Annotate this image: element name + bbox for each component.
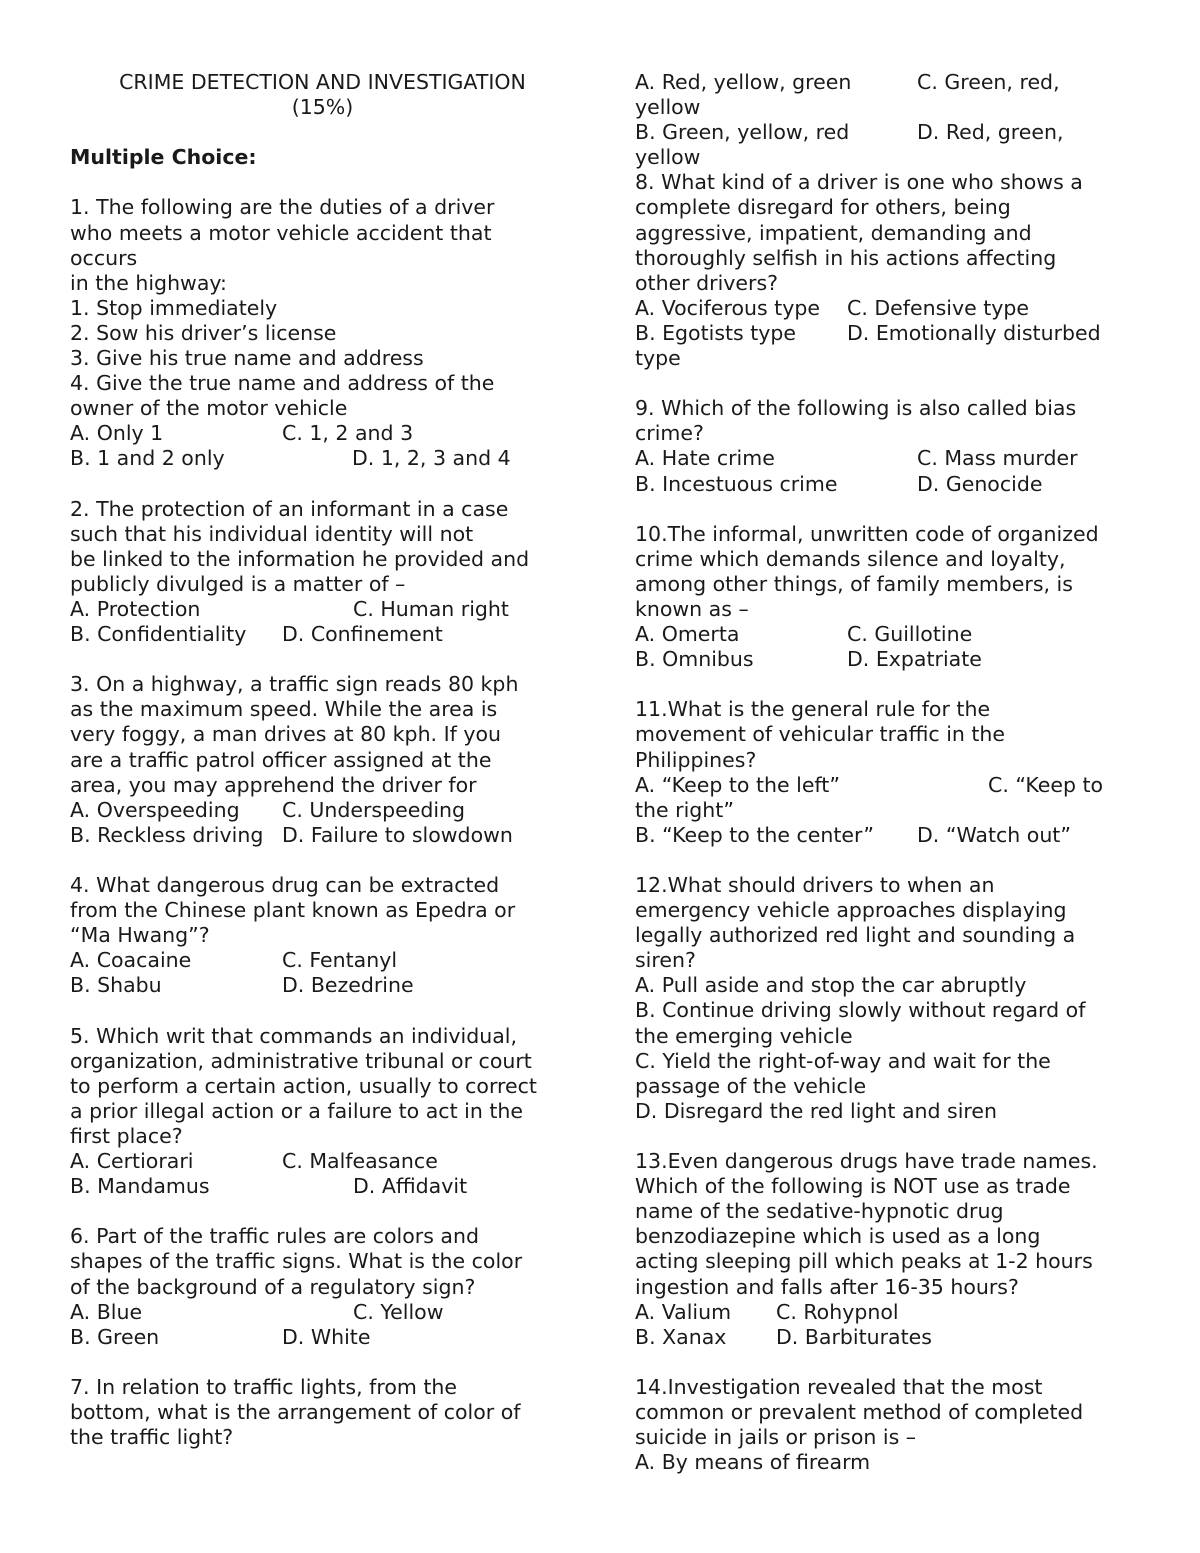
question-text-line: 6. Part of the traffic rules are colors and [70,1224,479,1249]
question-11 [635,697,1140,848]
question-text-line: among other things, of family members, is [635,571,1073,596]
choice-wrap: passage of the vehicle [635,1073,867,1098]
choice-c: C. Underspeeding [282,797,466,822]
choice-d: D. 1, 2, 3 and 4 [352,446,511,471]
question-text-line: 1. The following are the duties of a driver [70,195,495,220]
choice-c: C. Mass murder [917,446,1078,471]
question-text-line: such that his individual identity will not [70,521,474,546]
choice-b: B. Omnibus [635,647,754,672]
question-4 [70,873,575,998]
question-text-line: are a traffic patrol officer assigned at the [70,747,492,772]
choice-c: C. “Keep to [988,772,1104,797]
choice-b: B. Reckless driving [70,822,264,847]
question-text-line: occurs [70,245,138,270]
question-text-line: as the maximum speed. While the area is [70,697,498,722]
question-text-line: bottom, what is the arrangement of color of [70,1399,521,1424]
question-text-line: thoroughly selfish in his actions affecting [635,245,1057,270]
choice-a: A. By means of firearm [635,1450,871,1475]
question-text-line: organization, administrative tribunal or court [70,1048,532,1073]
question-text-line: in the highway: [70,270,227,295]
choice-c: C. Human right [353,596,509,621]
question-text-line: 13.Even dangerous drugs have trade names. [635,1149,1098,1174]
choice-c: C. Defensive type [847,295,1029,320]
choice-b: B. Xanax [635,1324,727,1349]
choice-d: D. Failure to slowdown [282,822,513,847]
choice-b: B. Egotists type [635,320,797,345]
question-7-choices [635,70,1140,170]
choice-d: D. White [282,1324,371,1349]
choice-d: D. Emotionally disturbed [847,320,1101,345]
choice-d: D. Disregard the red light and siren [635,1098,998,1123]
question-2 [70,497,575,648]
question-text-line: 2. The protection of an informant in a case [70,496,509,521]
choice-c: C. Yield the right-of-way and wait for the [635,1048,1051,1073]
choice-d: D. Expatriate [847,647,982,672]
question-text-line: common or prevalent method of completed [635,1399,1084,1424]
question-text-line: “Ma Hwang”? [70,923,210,948]
question-text-line: known as – [635,596,749,621]
question-5 [70,1024,575,1200]
question-text-line: who meets a motor vehicle accident that [70,220,492,245]
question-text-line: shapes of the traffic signs. What is the color [70,1249,523,1274]
question-12 [635,873,1140,1124]
question-text-line: the traffic light? [70,1425,234,1450]
question-14 [635,1375,1140,1475]
question-text-line: 14.Investigation revealed that the most [635,1374,1043,1399]
choice-b: B. Green [70,1324,160,1349]
question-text-line: movement of vehicular traffic in the [635,722,1006,747]
question-7-stem [70,1375,575,1450]
question-text-line: 12.What should drivers to when an [635,873,995,897]
question-10 [635,522,1140,673]
question-1 [70,195,575,471]
question-text-line: complete disregard for others, being [635,195,1011,220]
choice-c: C. Green, red, [917,70,1060,94]
choice-a: A. Coacaine [70,948,192,973]
question-text-line: be linked to the information he provided and [70,546,530,571]
choice-b: B. Continue driving slowly without regard of [635,998,1086,1023]
choice-a: A. Pull aside and stop the car abruptly [635,973,1027,998]
choice-a: A. Valium [635,1299,732,1324]
question-text-line: 4. Give the true name and address of the [70,371,495,396]
question-text-line: acting sleeping pill which peaks at 1-2 hours [635,1249,1093,1274]
choice-d: D. Barbiturates [776,1324,932,1349]
question-text-line: 8. What kind of a driver is one who shows a [635,170,1083,195]
choice-d: D. Confinement [282,622,443,647]
choice-a: A. “Keep to the left” [635,772,840,797]
question-text-line: 3. Give his true name and address [70,346,424,371]
choice-a: A. Vociferous type [635,295,820,320]
question-text-line: 9. Which of the following is also called bias [635,396,1077,421]
choice-a: A. Only 1 [70,421,164,446]
choice-d: D. Affidavit [353,1174,468,1199]
choice-a: A. Hate crime [635,446,775,471]
question-text-line: from the Chinese plant known as Epedra or [70,898,516,923]
question-8 [635,170,1140,371]
choice-a: A. Certiorari [70,1149,194,1174]
question-text-line: legally authorized red light and sounding a [635,923,1076,948]
left-column [70,70,575,1450]
choice-b: B. Confidentiality [70,622,247,647]
question-text-line: 3. On a highway, a traffic sign reads 80 kph [70,672,519,697]
choice-wrap: type [635,346,681,371]
right-column [635,70,1140,1475]
question-text-line: name of the sedative-hypnotic drug [635,1199,1004,1224]
question-text-line: a prior illegal action or a failure to act in the [70,1098,523,1123]
choice-a: A. Protection [70,596,201,621]
question-text-line: 5. Which writ that commands an individual, [70,1023,517,1048]
choice-a: A. Omerta [635,622,740,647]
choice-c: C. Rohypnol [776,1299,899,1324]
choice-d: D. “Watch out” [917,822,1071,847]
choice-d: D. Red, green, [917,120,1064,145]
choice-wrap: yellow [635,145,701,170]
question-text-line: Philippines? [635,747,757,772]
question-text-line: siren? [635,948,696,973]
choice-b: B. “Keep to the center” [635,822,874,847]
choice-a: A. Blue [70,1299,143,1324]
question-text-line: 1. Stop immediately [70,295,278,320]
question-text-line: crime? [635,421,704,446]
question-6 [70,1224,575,1349]
question-text-line: emergency vehicle approaches displaying [635,898,1067,923]
document-title-percent: (15%) [291,95,354,120]
question-text-line: ingestion and falls after 16-35 hours? [635,1274,1019,1299]
question-text-line: benzodiazepine which is used as a long [635,1224,1041,1249]
choice-d: D. Genocide [917,471,1043,496]
question-text-line: 10.The informal, unwritten code of organized [635,521,1099,546]
question-text-line: area, you may apprehend the driver for [70,772,477,797]
choice-c: C. Fentanyl [282,948,398,973]
question-text-line: aggressive, impatient, demanding and [635,220,1032,245]
question-text-line: owner of the motor vehicle [70,396,348,421]
question-text-line: suicide in jails or prison is – [635,1425,917,1450]
question-text-line: publicly divulged is a matter of – [70,571,406,596]
question-text-line: 7. In relation to traffic lights, from the [70,1374,458,1399]
question-text-line: of the background of a regulatory sign? [70,1274,476,1299]
choice-c: C. 1, 2 and 3 [282,421,414,446]
choice-wrap: the right” [635,797,734,822]
choice-c: C. Yellow [353,1299,444,1324]
question-text-line: crime which demands silence and loyalty, [635,546,1066,571]
question-text-line: 4. What dangerous drug can be extracted [70,873,500,897]
choice-b: B. 1 and 2 only [70,446,225,471]
question-text-line: first place? [70,1123,183,1148]
question-text-line: 11.What is the general rule for the [635,697,991,722]
question-text-line: 2. Sow his driver’s license [70,320,337,345]
choice-wrap: the emerging vehicle [635,1023,853,1048]
question-3 [70,672,575,848]
choice-b: B. Green, yellow, red [635,120,850,145]
choice-d: D. Bezedrine [282,973,414,998]
choice-a: A. Overspeeding [70,797,240,822]
choice-b: B. Mandamus [70,1174,210,1199]
document-title: CRIME DETECTION AND INVESTIGATION [119,70,526,94]
choice-b: B. Shabu [70,973,162,998]
question-13 [635,1149,1140,1350]
question-9 [635,396,1140,496]
section-heading: Multiple Choice: [70,145,257,170]
question-text-line: other drivers? [635,270,778,295]
question-text-line: Which of the following is NOT use as trade [635,1174,1071,1199]
choice-b: B. Incestuous crime [635,471,838,496]
question-text-line: very foggy, a man drives at 80 kph. If you [70,722,502,747]
choice-wrap: yellow [635,95,701,120]
choice-c: C. Malfeasance [282,1149,438,1174]
choice-c: C. Guillotine [847,622,973,647]
choice-a: A. Red, yellow, green [635,70,852,94]
question-text-line: to perform a certain action, usually to correct [70,1073,537,1098]
